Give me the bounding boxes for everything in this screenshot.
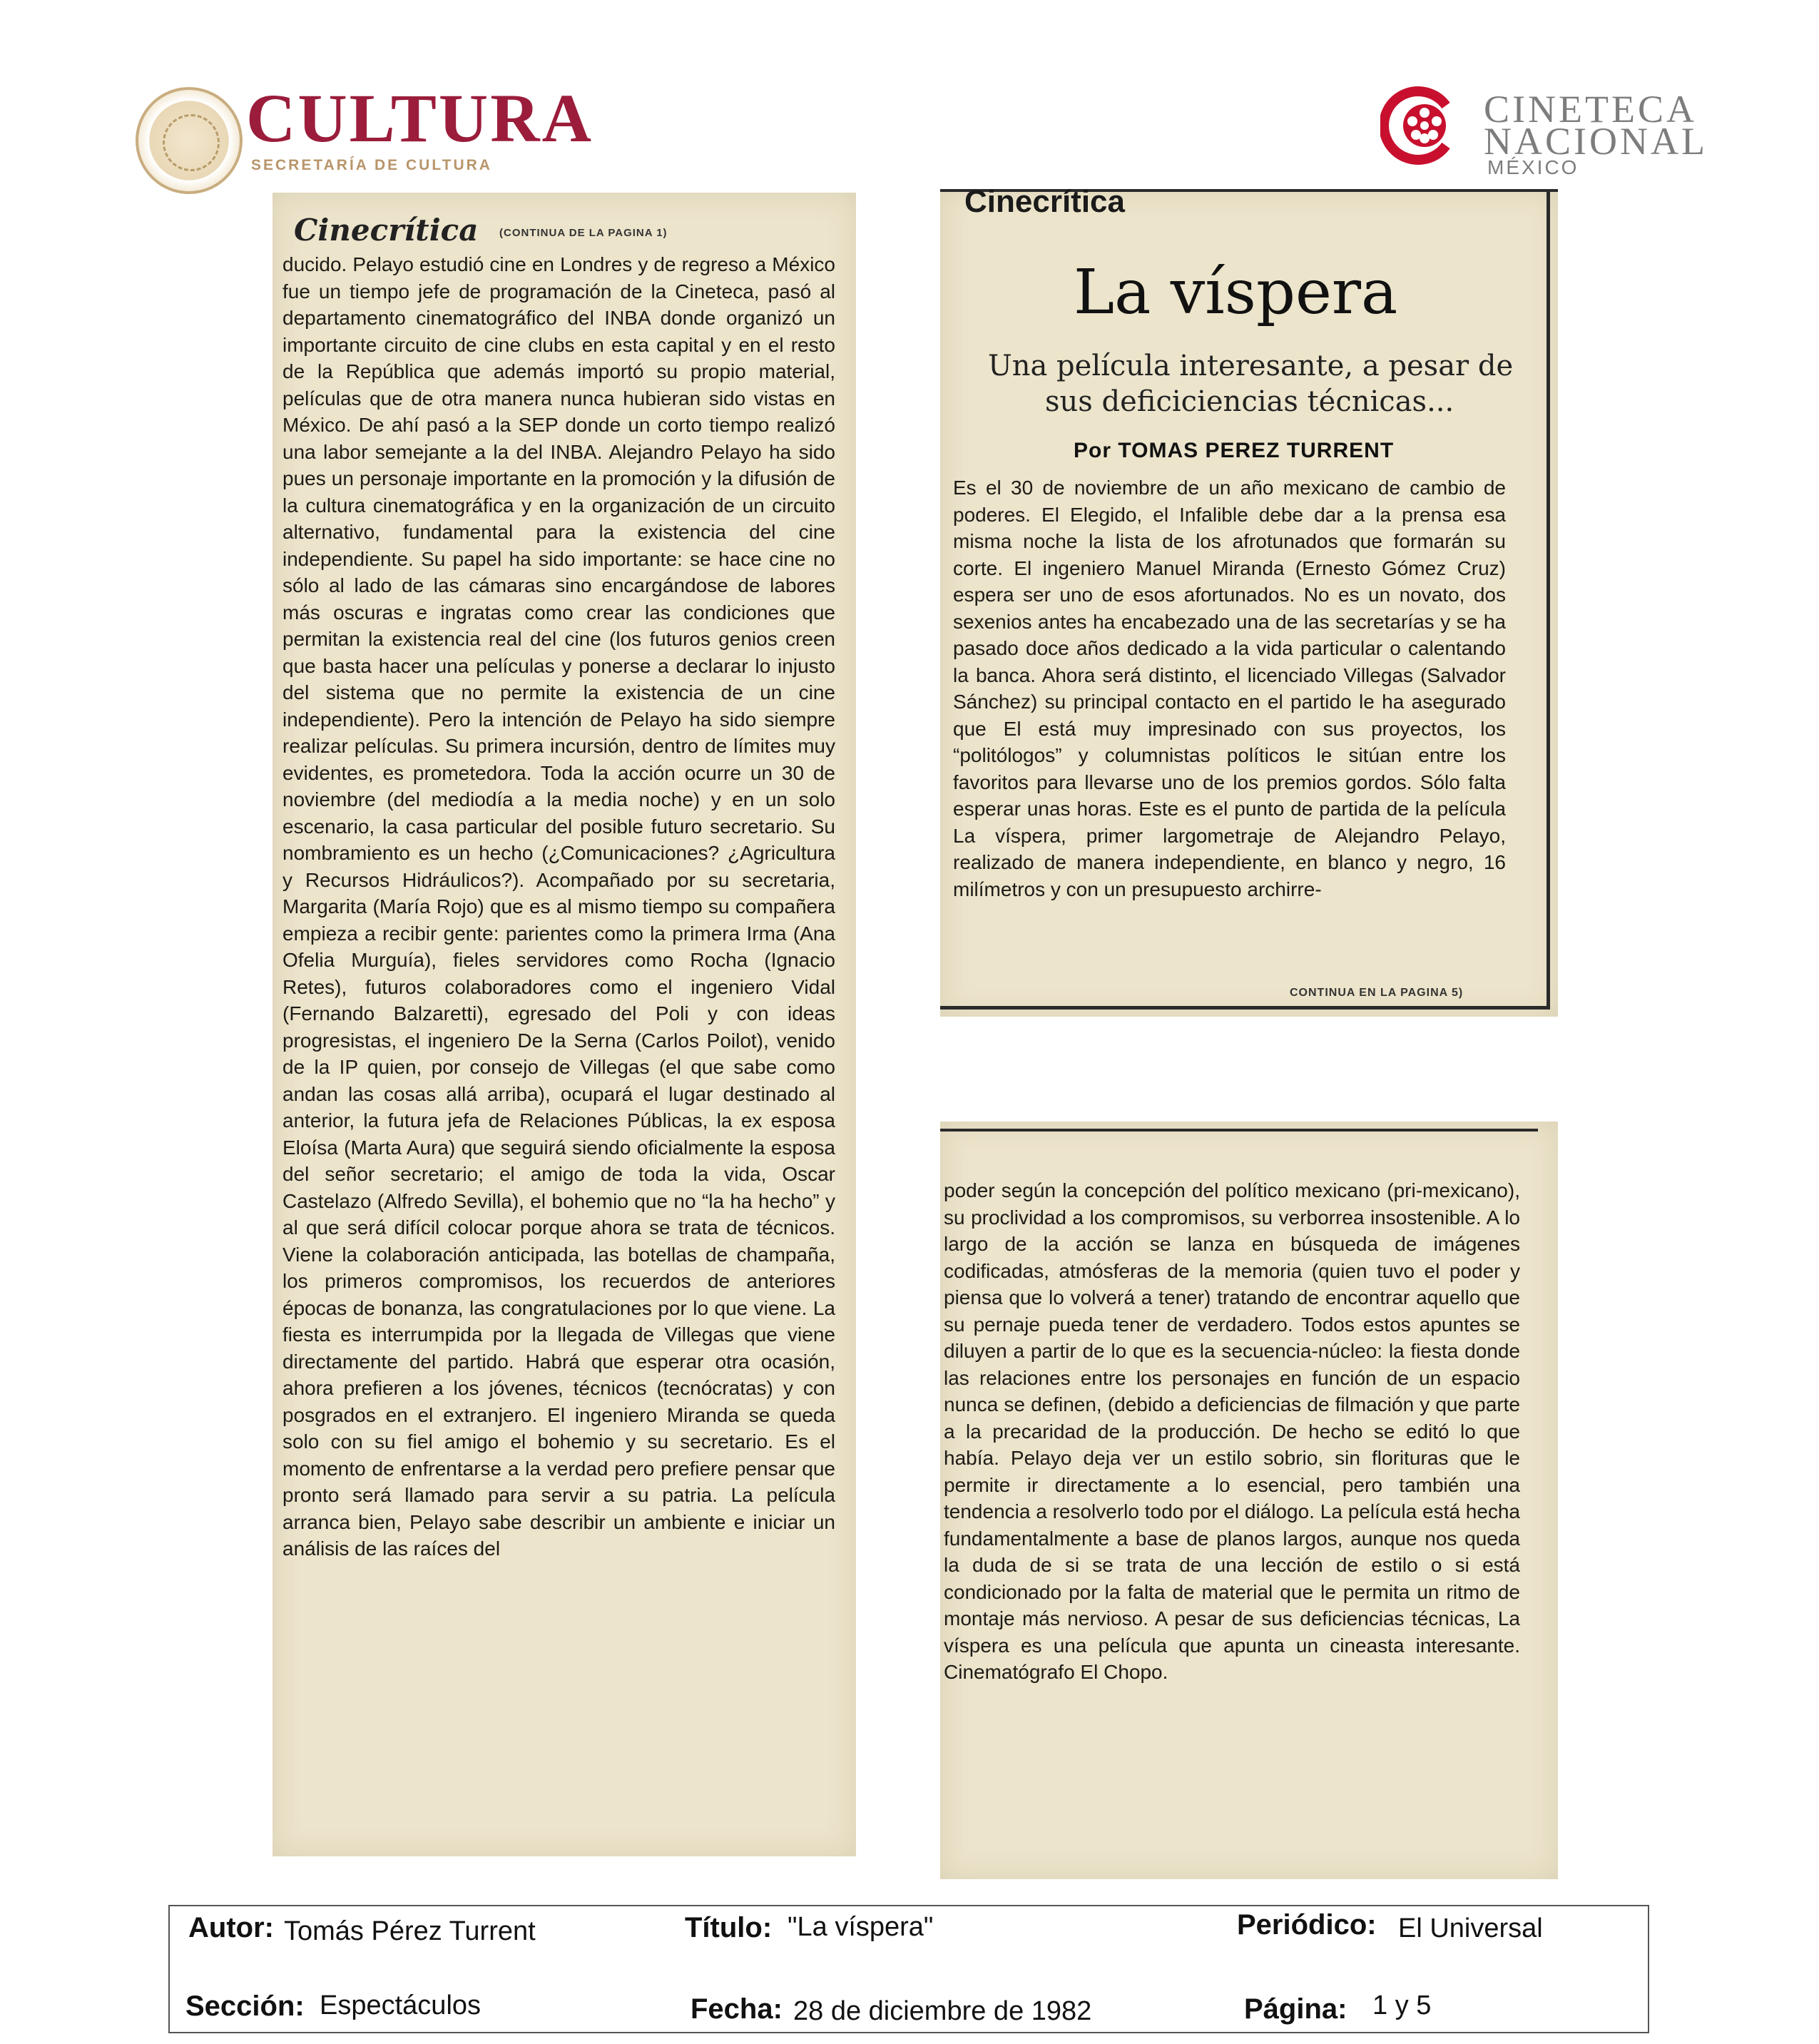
fecha-label: Fecha: <box>691 1993 783 2025</box>
seccion-value: Espectáculos <box>320 1990 482 2020</box>
article-dek-line2: sus deficiciencias técnicas... <box>1045 385 1454 418</box>
clipping-border <box>1547 189 1550 1010</box>
cineteca-logo-line3: MÉXICO <box>1487 156 1579 178</box>
metadata-box <box>168 1905 1649 2033</box>
cultura-logo-subtitle: SECRETARÍA DE CULTURA <box>251 157 492 173</box>
pagina-label: Página: <box>1244 1993 1347 2025</box>
periodico-label: Periódico: <box>1237 1909 1377 1941</box>
autor-label: Autor: <box>188 1912 274 1943</box>
article-body-left: ducido. Pelayo estudió cine en Londres y de regreso a México fue un tiempo jefe de programación de la Cineteca, pasó al departamento cinematográfico del INBA donde organizó un importante circuito de cine clubs en esta capital y en el resto de la República que además importó su propio material, películas que de otra manera nunca hubieran sido vistas en México. De ahí pasó a la SEP donde un corto tiempo realizó una labor semejante a la del INBA. Alejandro Pelayo ha sido pues un personaje importante en la promoción y la difusión de la cultura cinematográfica y en la organización de un circuito alternativo, fundamental para la existencia del cine independiente. Su papel ha sido importante: se hace cine no sólo al lado de las cámaras sino encargándose de labores más oscuras e ingratas como crear las condiciones que permitan la existencia real del cine (los futuros genios creen que basta hacer una películas y ponerse a declarar lo injusto del sistema que no permite la existencia de un cine independiente). Pero la intención de Pelayo ha sido siempre realizar películas. Su primera incursión, dentro de límites muy evidentes, es prometedora. Toda la acción ocurre un 30 de noviembre (del mediodía a la media noche) y en un solo escenario, la casa particular del posible futuro secretario. Su nombramiento es un hecho (¿Comunicaciones? ¿Agricultura y Recursos Hidráulicos?). Acompañado por su secretaria, Margarita (María Rojo) que es al mismo tiempo su compañera empieza a recibir gente: parientes como la primera Irma (Ana Ofelia Murguía), fieles servidores como Rocha (Ignacio Retes), futuros colaboradores como el ingeniero Vidal (Fernando Balzaretti), egresado del Poli y con ideas progresistas, el ingeniero De la Serna (Carlos Poilot), venido de la IP quien, por consejo de Villegas (el que sabe como andan las cosas allá arriba), ocupará el lugar destinado al anterior, la futura jefa de Relaciones Públicas, la ex esposa Eloísa (Marta Aura) que seguirá siendo oficialmente la esposa del señor secretario; el amigo de toda la vida, Oscar Castelazo (Alfredo Sevilla), el bohemio que no “la ha hecho” y al que será difícil colocar porque ahora se trata de técnicos. Viene la colaboración anticipada, las botellas de champaña, los primeros compromisos, los recuerdos de anteriores épocas de bonanza, las congratulaciones por lo que viene. La fiesta es interrumpida por la llegada de Villegas que viene directamente del partido. Habrá que esperar otra ocasión, ahora prefieren a los jóvenes, técnicos (tecnócratas) y con posgrados en el extranjero. El ingeniero Miranda se queda solo con su fiel amigo el bohemio y su secretario. Es el momento de enfrentarse a la verdad pero prefiere pensar que pronto será llamado para servir a su patria. La película arranca bien, Pelayo sabe describir un ambiente e iniciar un análisis de las raíces del <box>282 253 835 1560</box>
section-heading: Cinecrítica <box>294 213 479 248</box>
article-headline: La víspera <box>1074 257 1398 328</box>
periodico-value: El Universal <box>1398 1913 1543 1943</box>
clipping-rule <box>940 1129 1538 1132</box>
seccion-label: Sección: <box>185 1990 305 2022</box>
titulo-label: Título: <box>685 1912 773 1943</box>
pagina-value: 1 y 5 <box>1372 1990 1432 2020</box>
titulo-value: "La víspera" <box>788 1912 934 1942</box>
mexico-coat-of-arms-icon <box>136 87 243 194</box>
cultura-logo-text: CULTURA <box>246 80 593 156</box>
article-dek-line1: Una película interesante, a pesar de <box>988 350 1514 382</box>
section-heading: Cinecrítica <box>964 184 1125 219</box>
film-reel-icon <box>1380 86 1460 166</box>
autor-value: Tomás Pérez Turrent <box>284 1916 536 1946</box>
clipping-border <box>940 1006 1550 1010</box>
cineteca-logo-line2: NACIONAL <box>1484 120 1708 163</box>
continues-note: CONTINUA EN LA PAGINA 5) <box>1290 987 1464 999</box>
fecha-value: 28 de diciembre de 1982 <box>793 1996 1092 2026</box>
article-body-right-bottom: poder según la concepción del político mexicano (pri-mexicano), su proclividad a los compromisos, su verborrea insostenible. A lo largo de la acción se lanza en búsqueda de imágenes codificadas, atmósferas de la memoria (quien tuvo el poder y piensa que lo volverá a tener) tratando de encontrar aquello que su pernaje pueda tener de verdadero. Todos estos apuntes se diluyen a partir de lo que es la secuencia-núcleo: la fiesta donde las relaciones entre los personajes en función de un espacio nunca se definen, (debido a deficiencias de filmación y que parte a la precaridad de la producción. De hecho se editó lo que había. Pelayo deja ver un estilo sobrio, sin florituras que le permite ir directamente a lo esencial, pero también una tendencia a resolverlo todo por el diálogo. La película está hecha fundamentalmente a base de planos largos, aunque nos queda la duda de si se trata de una lección de estilo o si está condicionado por la falta de material que le permita un ritmo de montaje más nervioso. A pesar de sus deficiencias técnicas, La víspera es una película que apunta un cineasta interesante. Cinematógrafo El Chopo. <box>944 1179 1520 1683</box>
cineteca-logo-line1: CINETECA <box>1484 88 1697 131</box>
article-body-right-top: Es el 30 de noviembre de un año mexicano de cambio de poderes. El Elegido, el Infalible debe dar a la prensa esa misma noche la lista de los afrotunados que formarán su corte. El ingeniero Manuel Miranda (Ernesto Gómez Cruz) espera ser uno de esos afortunados. No es un novato, dos sexenios antes ha encabezado una de las secretarías y se ha pasado doce años dedicado a la vida particular o calentando la banca. Ahora será distinto, el licenciado Villegas (Salvador Sánchez) su principal contacto en el partido le ha asegurado que El está muy impresinado con sus proyectos, los “politólogos” y columnistas políticos le sitúan entre los favoritos para llevarse uno de los premios gordos. Sólo falta esperar unas horas. Este es el punto de partida de la película La víspera, primer largometraje de Alejandro Pelayo, realizado de manera independiente, en blanco y negro, 16 milímetros y con un presupuesto archirre- <box>953 477 1506 900</box>
article-byline: Por TOMAS PEREZ TURRENT <box>1074 439 1395 462</box>
continued-note: (CONTINUA DE LA PAGINA 1) <box>499 227 668 239</box>
